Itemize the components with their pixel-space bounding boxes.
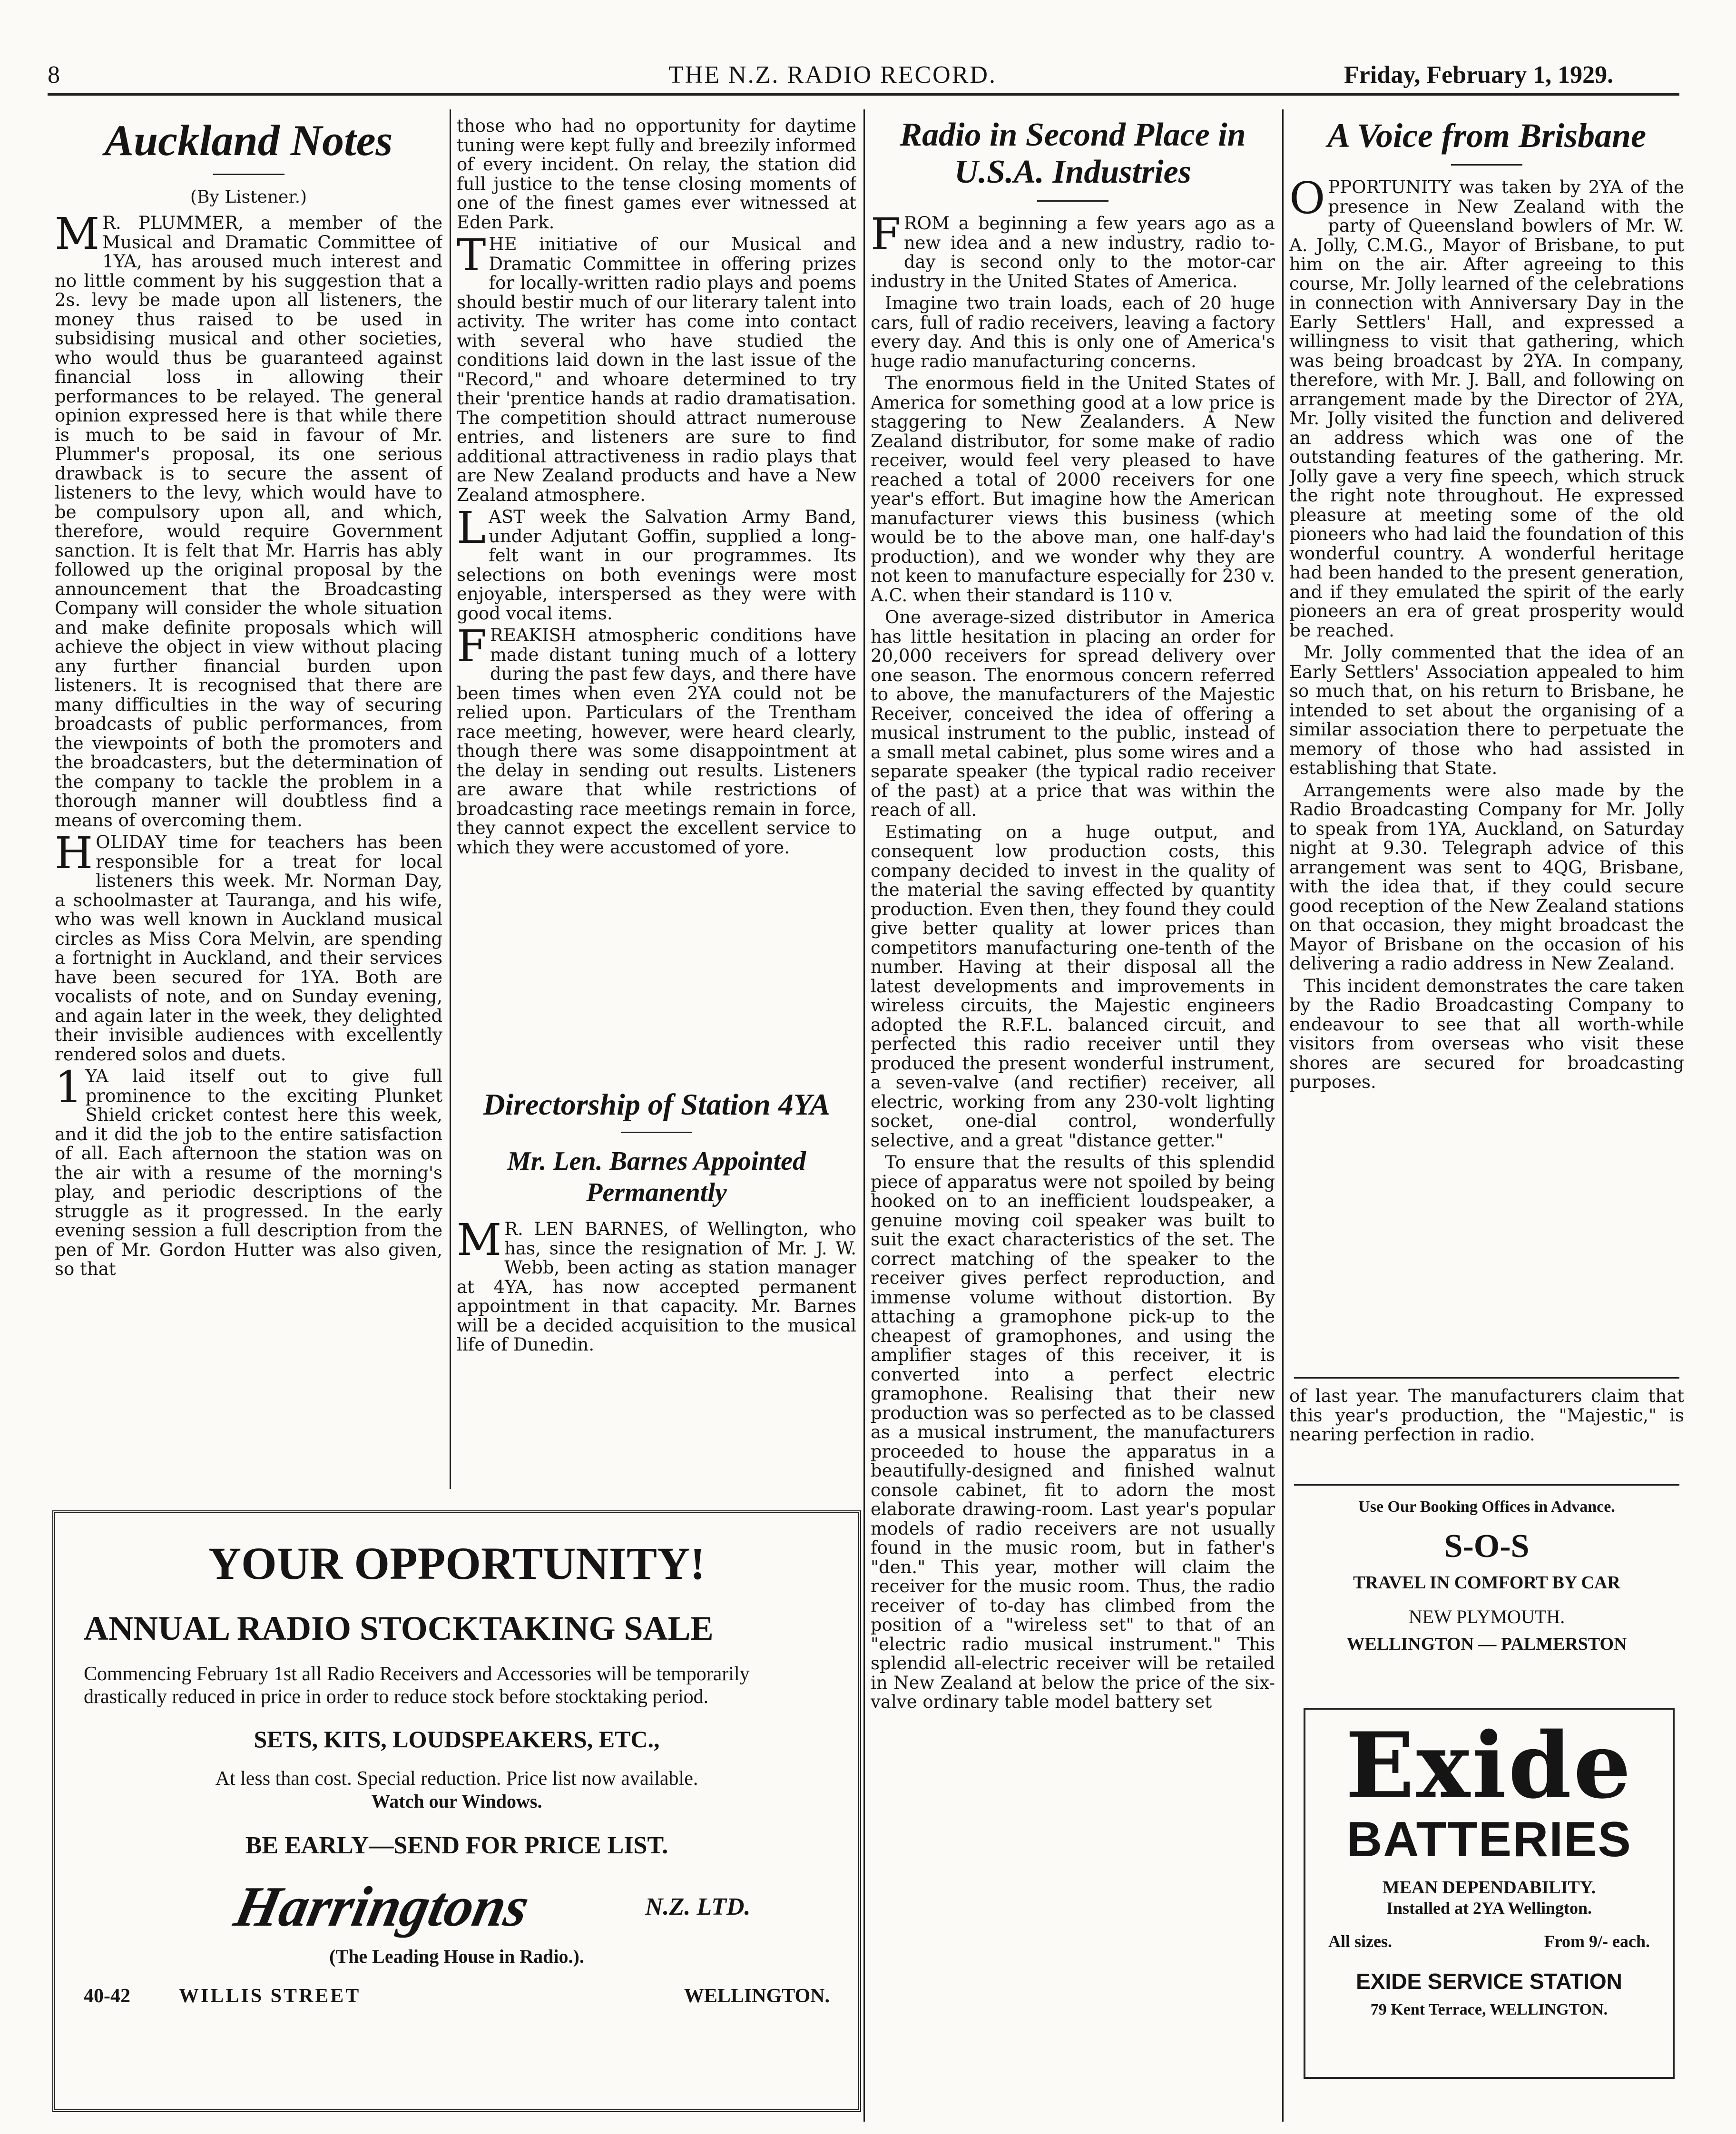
ad-products: SETS, KITS, LOUDSPEAKERS, ETC., <box>254 1726 660 1752</box>
auckland-notes-title: Auckland Notes <box>104 117 393 165</box>
sos-route-2: WELLINGTON — PALMERSTON <box>1346 1634 1627 1654</box>
exide-installed: Installed at 2YA Wellington. <box>1386 1899 1592 1918</box>
column-rule <box>450 109 451 1489</box>
brisbane-column <box>1289 117 1684 1372</box>
issue-date: Friday, February 1, 1929. <box>1344 61 1614 88</box>
column-rule <box>863 109 865 2122</box>
page-number: 8 <box>48 61 60 88</box>
article-paragraph: of last year. The manufacturers claim that this year's production, the "Majestic," is nearing perfection in radio. <box>1289 1387 1684 1445</box>
radio-usa-column <box>871 117 1275 2122</box>
ad-cta: BE EARLY—SEND FOR PRICE LIST. <box>245 1832 668 1859</box>
address-number: 40-42 <box>84 1985 130 2007</box>
article-paragraph: One average-sized distributor in America has little hesitation in placing an order for 20,000 receivers for spread delivery over one season. The enormous concern referred to above, the manufacturers of the Majestic Receiver, conceived the idea of offering a musical instrument to the public, instead of a small metal cabinet, plus some wires and a separate speaker (the typical radio receiver of the past) at a price that was within the reach of all. <box>871 607 1275 820</box>
address-street: WILLIS STREET <box>179 1985 361 2007</box>
article-paragraph: OPPORTUNITY was taken by 2YA of the presence in New Zealand with the party of Queensland bowlers of Mr. W. A. Jolly, C.M.G., Mayor of Brisbane, to put him on the air. After agreeing to this course, Mr. Jolly learned of the celebrations in connection with Anniversary Day in the Early Settlers' Hall, and expressed a willingness to visit that gathering, which was being broadcast by 2YA. In company, therefore, with Mr. J. Ball, and following on arrangement made by the Director of 2YA, Mr. Jolly visited the function and delivered an address which was one of the outstanding features of the gathering. Mr. Jolly gave a very fine speech, which struck the right note throughout. He expressed pleasure at meeting some of the old pioneers who had laid the foundation of this wonderful country. A wonderful heritage had been handed to the present generation, and if they emulated the spirit of the early pioneers an era of great prosperity would be reached. <box>1289 173 1684 641</box>
header-rule <box>48 93 1679 96</box>
byline: (By Listener.) <box>190 187 307 207</box>
sos-advertisement <box>1294 1491 1679 1696</box>
article-paragraph: To ensure that the results of this splendid piece of apparatus were not spoiled by being hooked on to an inefficient loudspeaker, a genuine moving coil speaker was built to suit the exact characteristics of the set. The correct matching of the speaker to the receiver gives perfect reproduction, and immense volume without distortion. By attaching a gramophone pick-up to the cheapest of gramophones, and using the amplifier stages of this receiver, it is converted into a perfect electric gramophone. Realising that their new production was so perfected as to be classed as a musical instrument, the manufacturers proceeded to house the apparatus in a beautifully-designed and finished walnut console cabinet, fit to adorn the most elaborate drawing-room. Last year's popular models of radio receivers are not usually found in the music room, but in father's "den." This year, mother will claim the receiver for the music room. Thus, the radio receiver of to-day has climbed from the position of a "wireless set" to that of an "electric radio musical instrument." This splendid all-electric receiver will be retailed in New Zealand at below the price of the six-valve ordinary table model battery set <box>871 1152 1275 1712</box>
brisbane-title: A Voice from Brisbane <box>1327 117 1647 155</box>
divider <box>1294 1377 1679 1379</box>
exide-product: BATTERIES <box>1346 1812 1632 1867</box>
ad-tagline: (The Leading House in Radio.). <box>329 1946 584 1967</box>
article-paragraph: Mr. Jolly commented that the idea of an Early Settlers' Association appealed to him so much that, on his return to Brisbane, he intended to set about the organising of a similar association there to perpetuate the memory of those who had assisted in establishing that State. <box>1289 642 1684 778</box>
harringtons-advertisement <box>52 1510 861 2112</box>
radio-usa-title: Radio in Second Place in U.S.A. Industries <box>900 117 1246 190</box>
ad-watch: Watch our Windows. <box>371 1791 542 1812</box>
article-paragraph: Arrangements were also made by the Radio Broadcasting Company for Mr. Jolly to speak from 1YA, Auckland, on Saturday night at 9.30. Telegraph advice of this arrangement was sent to 4QG, Brisbane, with the idea that, if they could secure good reception of the New Zealand stations on that occasion, they might broadcast the Mayor of Brisbane on the occasion of his delivering a radio address in New Zealand. <box>1289 780 1684 974</box>
ad-headline: YOUR OPPORTUNITY! <box>208 1538 706 1589</box>
booking-notice: Use Our Booking Offices in Advance. <box>1358 1498 1615 1516</box>
sos-slogan: TRAVEL IN COMFORT BY CAR <box>1353 1573 1620 1593</box>
ad-offer: At less than cost. Special reduction. Price list now available. <box>215 1768 698 1790</box>
ad-subhead: ANNUAL RADIO STOCKTAKING SALE <box>84 1609 714 1647</box>
divider <box>1294 1484 1679 1486</box>
article-paragraph: those who had no opportunity for daytime tuning were kept fully and breezily informed of every incident. On relay, the station did full justice to the tense closing moments of one of the finest games ever witnessed at Eden Park. <box>457 117 856 233</box>
exide-sizes: All sizes. <box>1328 1932 1392 1951</box>
directorship-subtitle: Mr. Len. Barnes Appointed Permanently <box>507 1146 806 1207</box>
radio-usa-continued <box>1289 1387 1684 1458</box>
exide-price: From 9/- each. <box>1544 1932 1650 1951</box>
exide-station: EXIDE SERVICE STATION <box>1356 1969 1622 1994</box>
sos-route-1: NEW PLYMOUTH. <box>1408 1606 1565 1627</box>
article-paragraph: 1YA laid itself out to give full prominence to the exciting Plunket Shield cricket contest here this week, and it did the job to the entire satisfaction of all. Each afternoon the station was on the air with a resume of the morning's play, and periodic descriptions of the struggle as it progressed. In the early evening session a full description from the pen of Mr. Gordon Hutter was also given, so that <box>55 1062 442 1279</box>
article-paragraph: Estimating on a huge output, and consequent low production costs, this company decided to invest in the quality of the material the saving effected by quantity production. Even then, they found they could give better quality at lower prices than competitors manufacturing one-tenth of the number. Having at their disposal all the latest developments and improvements in wireless circuits, the Majestic engineers adopted the R.F.L. balanced circuit, and perfected this radio receiver until they produced the present wonderful instrument, a seven-valve (and rectifier) receiver, all electric, working from any 230-volt lighting socket, one-dial control, wonderfully selective, and a great "distance getter." <box>871 822 1275 1151</box>
directorship-title: Directorship of Station 4YA <box>483 1087 830 1121</box>
directorship-article <box>457 1087 856 1506</box>
article-paragraph: The enormous field in the United States of America for something good at a low price is staggering to New Zealanders. A New Zealand distributor, for some make of radio receiver, would feel very pleased to have reached a total of 2000 receivers for one year's effort. But imagine how the American manufacturer views this business (which would be to the above man, one half-day's production), and we wonder why they are not keen to manufacture especially for 230 v. A.C. when their standard is 110 v. <box>871 373 1275 606</box>
ad-body: Commencing February 1st all Radio Receivers and Accessories will be temporarily drastically reduced in price in order to reduce stock before stocktaking period. <box>84 1663 750 1708</box>
publication-title: THE N.Z. RADIO RECORD. <box>668 61 997 88</box>
article-paragraph: HOLIDAY time for teachers has been responsible for a treat for local listeners this week. Mr. Norman Day, a schoolmaster at Tauranga, and his wife, who was well known in Auckland musical circles as Miss Cora Melvin, are spending a fortnight in Auckland, and their services have been secured for 1YA. Both are vocalists of note, and on Sunday evening, and again later in the week, they delighted their invisible audiences with excellently rendered solos and duets. <box>55 828 442 1065</box>
exide-advertisement <box>1304 1708 1675 2079</box>
exide-address: 79 Kent Terrace, WELLINGTON. <box>1370 2001 1608 2018</box>
exide-logo: Exide <box>1345 1713 1633 1819</box>
auckland-notes-continued <box>457 117 856 1073</box>
exide-tagline: MEAN DEPENDABILITY. <box>1382 1878 1596 1898</box>
article-paragraph: Imagine two train loads, each of 20 huge cars, full of radio receivers, leaving a factory every day. And this is only one of America's huge radio manufacturing concerns. <box>871 293 1275 372</box>
article-paragraph: FREAKISH atmospheric conditions have made distant tuning much of a lottery during the past few days, and there have been times when even 2YA could not be relied upon. Particulars of the Trentham race meeting, however, were heard clearly, though there was some disappointment at the delay in sending out results. Listeners are aware that while restrictions of broadcasting race meetings remain in force, they cannot expect the excellent service to which they were accustomed of yore. <box>457 621 856 858</box>
article-paragraph: This incident demonstrates the care taken by the Radio Broadcasting Company to endeavour to see that all worth-while visitors from overseas who visit these shores are secured for broadcasting purposes. <box>1289 975 1684 1092</box>
article-paragraph: MR. PLUMMER, a member of the Musical and Dramatic Committee of 1YA, has aroused much interest and no little comment by his suggestion that a 2s. levy be made upon all listeners, the money thus raised to be used in subsidising musical and other societies, who would thus be guaranteed against financial loss in allowing their performances to be relayed. The general opinion expressed here is that while there is much to be said in favour of Mr. Plummer's proposal, its one serious drawback is to secure the assent of listeners to the levy, which would have to be compulsory upon all, and which, therefore, would require Government sanction. It is felt that Mr. Harris has ably followed up the original proposal by the announcement that the Broadcasting Company will consider the whole situation and make definite proposals which will achieve the object in view without placing any further financial burden upon listeners. It is recognised that there are many difficulties in the way of securing broadcasts of public performances, from the viewpoints of both the promoters and the broadcasters, but the determination of the company to tackle the problem in a thorough manner will doubtless find a means of overcoming them. <box>55 208 442 831</box>
article-paragraph: FROM a beginning a few years ago as a new idea and a new industry, radio to-day is second only to the motor-car industry in the United States of America. <box>871 209 1275 292</box>
article-paragraph: MR. LEN BARNES, of Wellington, who has, since the resignation of Mr. J. W. Webb, been acting as station manager at 4YA, has now accepted permanent appointment in that capacity. Mr. Barnes will be a decided acquisition to the musical life of Dunedin. <box>457 1214 856 1355</box>
company-suffix: N.Z. LTD. <box>645 1893 751 1920</box>
auckland-notes-column <box>55 117 442 1510</box>
harringtons-logo: Harringtons <box>229 1875 535 1938</box>
column-rule <box>1282 109 1284 2122</box>
address-city: WELLINGTON. <box>684 1985 830 2007</box>
article-paragraph: THE initiative of our Musical and Dramatic Committee in offering prizes for locally-written radio plays and poems should bestir much of our literary talent into activity. The writer has come into contact with several who have studied the conditions laid down in the last issue of the "Record," and whoare determined to try their 'prentice hands at radio dramatisation. The competition should attract numerouse entries, and listeners are sure to find additional attractiveness in radio plays that are New Zealand products and have a New Zealand atmosphere. <box>457 230 856 505</box>
sos-title: S-O-S <box>1444 1528 1530 1565</box>
article-paragraph: LAST week the Salvation Army Band, under Adjutant Goffin, supplied a long-felt want in our programmes. Its selections on both evenings were most enjoyable, interspersed as they were with good vocal items. <box>457 502 856 624</box>
